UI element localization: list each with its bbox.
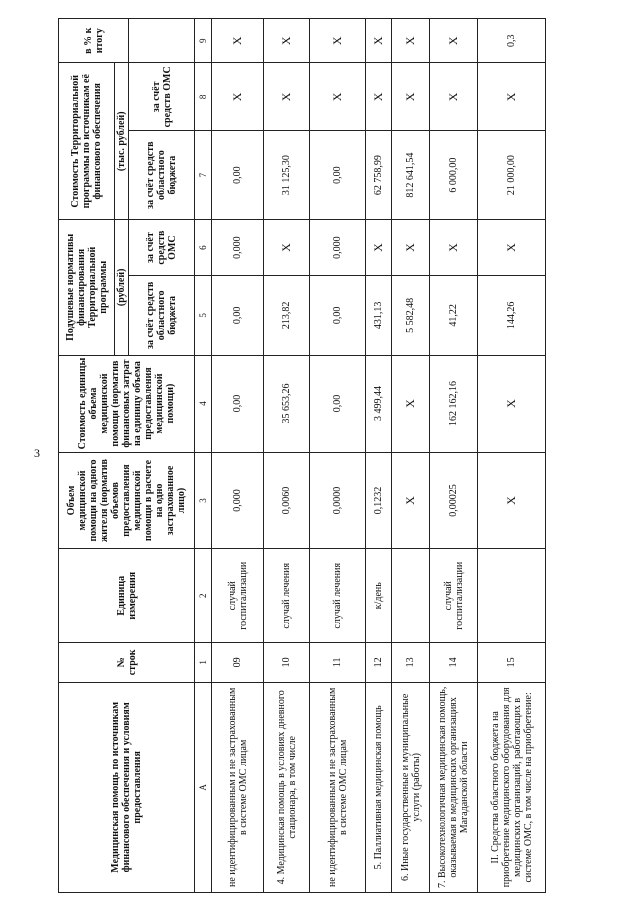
row-unit-cost: 0,00	[310, 355, 366, 452]
header-group-cost: Стоимость Территориальной программы по источникам её финансового обеспечения	[59, 63, 115, 220]
row-cost-budget: 62 758,99	[366, 131, 392, 220]
row-cost-oms: Х	[392, 63, 430, 131]
header-pct-empty	[129, 19, 195, 63]
row-pc-oms: 0,000	[310, 220, 366, 276]
row-cost-budget: 0,00	[212, 131, 264, 220]
row-unit: случай госпитализации	[212, 549, 264, 642]
column-number: 4	[195, 355, 212, 452]
row-pc-budget: 144,26	[478, 276, 546, 355]
row-cost-oms: Х	[430, 63, 478, 131]
row-pct: Х	[430, 19, 478, 63]
row-unit-cost: 162 162,16	[430, 355, 478, 452]
row-volume: 0,000	[212, 452, 264, 549]
row-pc-oms: Х	[478, 220, 546, 276]
row-unit	[392, 549, 430, 642]
row-cost-budget: 31 125,30	[264, 131, 310, 220]
table-row	[392, 19, 430, 893]
row-line: 11	[310, 642, 366, 682]
row-cost-budget: 6 000,00	[430, 131, 478, 220]
row-line: 09	[212, 642, 264, 682]
row-pc-oms: Х	[264, 220, 310, 276]
row-unit-cost: 35 653,26	[264, 355, 310, 452]
row-name: 7. Высокотехнологичная медицинская помощь, оказываемая в медицинских организациях Магаданской области	[430, 682, 478, 892]
column-number: 6	[195, 220, 212, 276]
row-unit	[478, 549, 546, 642]
row-unit-cost: 0,00	[212, 355, 264, 452]
column-number: 2	[195, 549, 212, 642]
program-cost-table	[58, 18, 546, 893]
row-name: не идентифицированным и не застрахованным в системе ОМС лицам	[212, 682, 264, 892]
row-volume: 0,0060	[264, 452, 310, 549]
row-name: не идентифицированным и не застрахованным в системе ОМС лицам	[310, 682, 366, 892]
row-pc-budget: 213,82	[264, 276, 310, 355]
header-col-1: № строк	[59, 642, 195, 682]
row-cost-oms: Х	[212, 63, 264, 131]
row-volume: 0,1232	[366, 452, 392, 549]
header-pc-oms: за счёт средств ОМС	[129, 220, 195, 276]
column-number: 1	[195, 642, 212, 682]
table-row	[430, 19, 478, 893]
row-name: 5. Паллиативная медицинская помощь	[366, 682, 392, 892]
row-pc-budget: 431,13	[366, 276, 392, 355]
row-pc-budget: 5 582,48	[392, 276, 430, 355]
row-line: 10	[264, 642, 310, 682]
column-number: 5	[195, 276, 212, 355]
row-cost-oms: Х	[478, 63, 546, 131]
row-cost-budget: 21 000,00	[478, 131, 546, 220]
header-per-capita-unit: (рублей)	[115, 220, 129, 356]
page-number: 3	[34, 446, 40, 460]
row-line: 15	[478, 642, 546, 682]
header-cost-oms: за счёт средств ОМС	[129, 63, 195, 131]
row-volume: 0,00025	[430, 452, 478, 549]
column-number: 9	[195, 19, 212, 63]
row-volume: 0,0000	[310, 452, 366, 549]
row-cost-budget: 812 641,54	[392, 131, 430, 220]
column-number: А	[195, 682, 212, 892]
row-volume: Х	[478, 452, 546, 549]
header-pc-budget: за счёт средств областного бюджета	[129, 276, 195, 355]
row-cost-oms: Х	[310, 63, 366, 131]
row-unit: случай лечения	[264, 549, 310, 642]
header-col-a: Медицинская помощь по источникам финансового обеспечения и условиям предоставления	[59, 682, 195, 892]
table-row	[310, 19, 366, 893]
table-row	[478, 19, 546, 893]
row-unit-cost: Х	[392, 355, 430, 452]
column-number: 3	[195, 452, 212, 549]
row-unit-cost: 3 499,44	[366, 355, 392, 452]
row-pc-budget: 0,00	[212, 276, 264, 355]
row-unit: случай лечения	[310, 549, 366, 642]
header-cost-unit: (тыс. рублей)	[115, 63, 129, 220]
row-pc-oms: Х	[430, 220, 478, 276]
table-row	[366, 19, 392, 893]
header-col-2: Единица измерения	[59, 549, 195, 642]
row-pct: Х	[310, 19, 366, 63]
row-pc-budget: 41,22	[430, 276, 478, 355]
row-unit-cost: Х	[478, 355, 546, 452]
row-name: 6. Иные государственные и муниципальные услуги (работы)	[392, 682, 430, 892]
document-sheet	[58, 18, 624, 893]
row-pc-oms: 0,000	[212, 220, 264, 276]
rotated-table-container	[58, 18, 624, 893]
row-pct: 0,3	[478, 19, 546, 63]
row-cost-budget: 0,00	[310, 131, 366, 220]
table-row	[264, 19, 310, 893]
column-number: 8	[195, 63, 212, 131]
row-pc-oms: Х	[392, 220, 430, 276]
header-col-3: Объем медицинской помощи на одного жителя (норматив объемов предоставления медицинской помощи в расчете на одно застрахованное лицо)	[59, 452, 195, 549]
row-unit: к/день	[366, 549, 392, 642]
row-name: II. Средства областного бюджета на приобретение медицинского оборудования для медицинских организаций, работающих в системе ОМС, в том числе на приобретение:	[478, 682, 546, 892]
column-number: 7	[195, 131, 212, 220]
header-col-pct: в % к итогу	[59, 19, 129, 63]
row-pc-oms: Х	[366, 220, 392, 276]
row-volume: Х	[392, 452, 430, 549]
row-line: 14	[430, 642, 478, 682]
row-pct: Х	[392, 19, 430, 63]
row-pct: Х	[212, 19, 264, 63]
table-row	[212, 19, 264, 893]
header-cost-budget: за счёт средств областного бюджета	[129, 131, 195, 220]
row-unit: случай госпитализации	[430, 549, 478, 642]
row-pct: Х	[366, 19, 392, 63]
column-number-row	[195, 19, 212, 893]
row-line: 13	[392, 642, 430, 682]
row-pct: Х	[264, 19, 310, 63]
row-pc-budget: 0,00	[310, 276, 366, 355]
row-name: 4. Медицинская помощь в условиях дневного стационара, в том числе	[264, 682, 310, 892]
row-cost-oms: Х	[366, 63, 392, 131]
header-col-4: Стоимость единицы объема медицинской помощи (норматив финансовых затрат на единицу объема предоставления медицинской помощи)	[59, 355, 195, 452]
row-cost-oms: Х	[264, 63, 310, 131]
row-line: 12	[366, 642, 392, 682]
header-group-per-capita: Подушевые нормативы финансирования Территориальной программы	[59, 220, 115, 356]
